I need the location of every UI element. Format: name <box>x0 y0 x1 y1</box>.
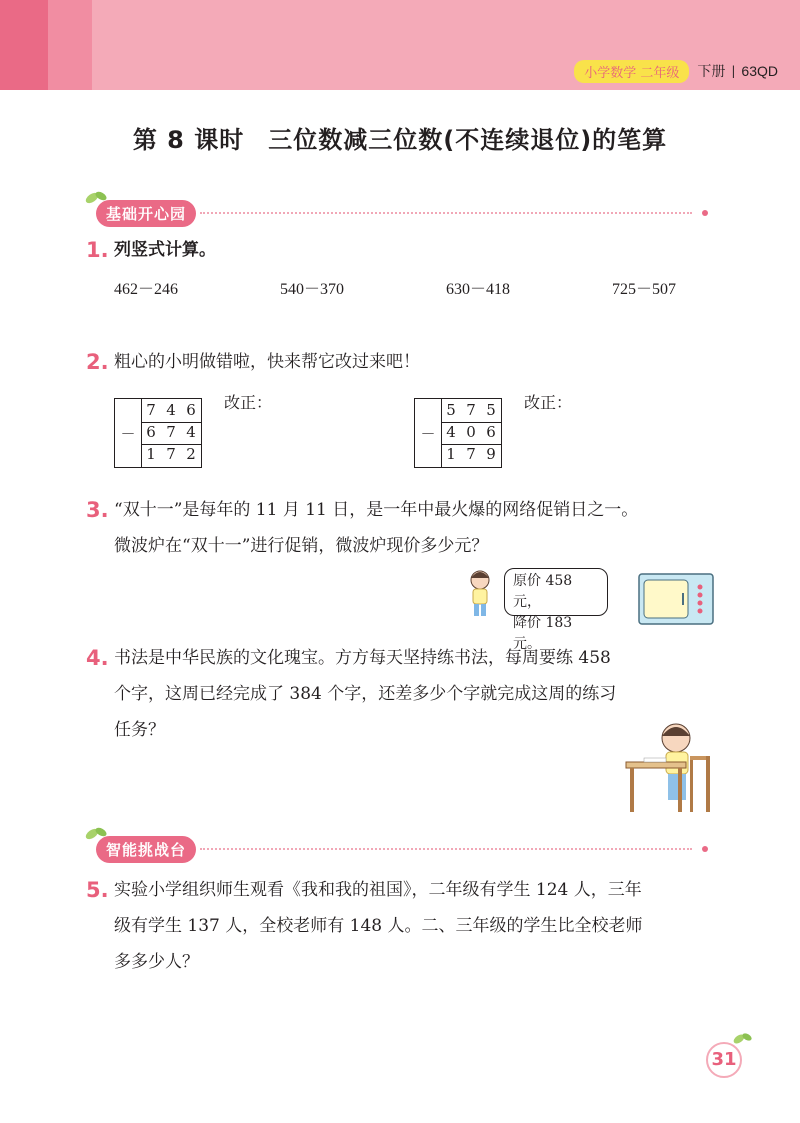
volume-label: 下册 <box>697 64 726 80</box>
minus-sign: － <box>120 425 136 443</box>
divider-end-dot <box>702 846 708 852</box>
digit: 1 <box>146 445 156 463</box>
digit: 0 <box>466 423 476 441</box>
boy-illustration <box>466 568 496 620</box>
section-divider <box>200 848 692 850</box>
minus-sign: － <box>420 425 436 443</box>
question-3-line-2: 微波炉在“双十一”进行促销，微波炉现价多少元？ <box>114 536 489 556</box>
boy-writing-illustration <box>624 716 718 814</box>
section-divider <box>200 212 692 214</box>
digit: 6 <box>186 401 196 419</box>
question-5-line-2: 级有学生 137 人，全校老师有 148 人。二、三年级的学生比全校老师 <box>114 916 643 936</box>
digit: 7 <box>166 445 176 463</box>
header-book-info <box>574 60 778 82</box>
digit: 5 <box>446 401 456 419</box>
digit: 7 <box>166 423 176 441</box>
header-accent-strip <box>0 0 48 90</box>
book-code: 63QD <box>741 63 778 79</box>
price-speech-bubble <box>504 568 608 652</box>
question-number-5: 5. <box>86 878 109 902</box>
lesson-title-text: 三位数减三位数(不连续退位)的笔算 <box>268 126 668 154</box>
section-title-basic: 基础开心园 <box>96 200 196 227</box>
question-number-4: 4. <box>86 646 109 670</box>
expression-3: 630－418 <box>446 281 511 298</box>
subject-badge: 小学数学 二年级 <box>574 60 689 83</box>
digit: 5 <box>486 401 496 419</box>
discount-amount: 降价 183 元。 <box>513 615 573 652</box>
digit: 4 <box>446 423 456 441</box>
microwave-icon <box>638 573 714 627</box>
section-header-basic <box>88 198 708 228</box>
leaf-icon <box>732 1030 754 1046</box>
page-number: 31 <box>706 1042 742 1078</box>
vertical-calculation-b <box>414 398 502 468</box>
question-3-line-1: “双十一”是每年的 11 月 11 日，是一年中最火爆的网络促销日之一。 <box>114 500 639 520</box>
digit: 9 <box>486 445 496 463</box>
question-number-3: 3. <box>86 498 109 522</box>
question-2-text: 粗心的小明做错啦，快来帮它改过来吧！ <box>114 352 420 372</box>
question-1-text: 列竖式计算。 <box>114 240 216 260</box>
digit: 6 <box>146 423 156 441</box>
digit: 4 <box>166 401 176 419</box>
question-4-line-3: 任务？ <box>114 720 165 740</box>
digit: 6 <box>486 423 496 441</box>
question-5-line-3: 多多少人？ <box>114 952 199 972</box>
expression-2: 540－370 <box>280 281 345 298</box>
question-5-line-1: 实验小学组织师生观看《我和我的祖国》，二年级有学生 124 人，三年 <box>114 880 642 900</box>
digit: 7 <box>146 401 156 419</box>
question-number-1: 1. <box>86 238 109 262</box>
page-title <box>0 120 800 155</box>
divider-end-dot <box>702 210 708 216</box>
section-header-challenge <box>88 834 708 864</box>
digit: 4 <box>186 423 196 441</box>
digit: 7 <box>466 445 476 463</box>
digit: 7 <box>466 401 476 419</box>
question-4-line-1: 书法是中华民族的文化瑰宝。方方每天坚持练书法，每周要练 458 <box>114 648 611 668</box>
original-price: 原价 458 元， <box>513 573 573 610</box>
lesson-label: 第 8 课时 <box>132 126 245 154</box>
question-4-line-2: 个字，这周已经完成了 384 个字，还差多少个字就完成这周的练习 <box>114 684 617 704</box>
correction-label-b: 改正： <box>524 393 573 412</box>
expression-4: 725－507 <box>612 281 677 298</box>
question-number-2: 2. <box>86 350 109 374</box>
page-header <box>0 0 800 90</box>
vertical-calculation-a <box>114 398 202 468</box>
header-separator: | <box>731 64 736 78</box>
header-accent-strip-light <box>48 0 92 90</box>
correction-label-a: 改正： <box>224 393 273 412</box>
digit: 2 <box>186 445 196 463</box>
digit: 1 <box>446 445 456 463</box>
expression-1: 462－246 <box>114 281 179 298</box>
section-title-challenge: 智能挑战台 <box>96 836 196 863</box>
